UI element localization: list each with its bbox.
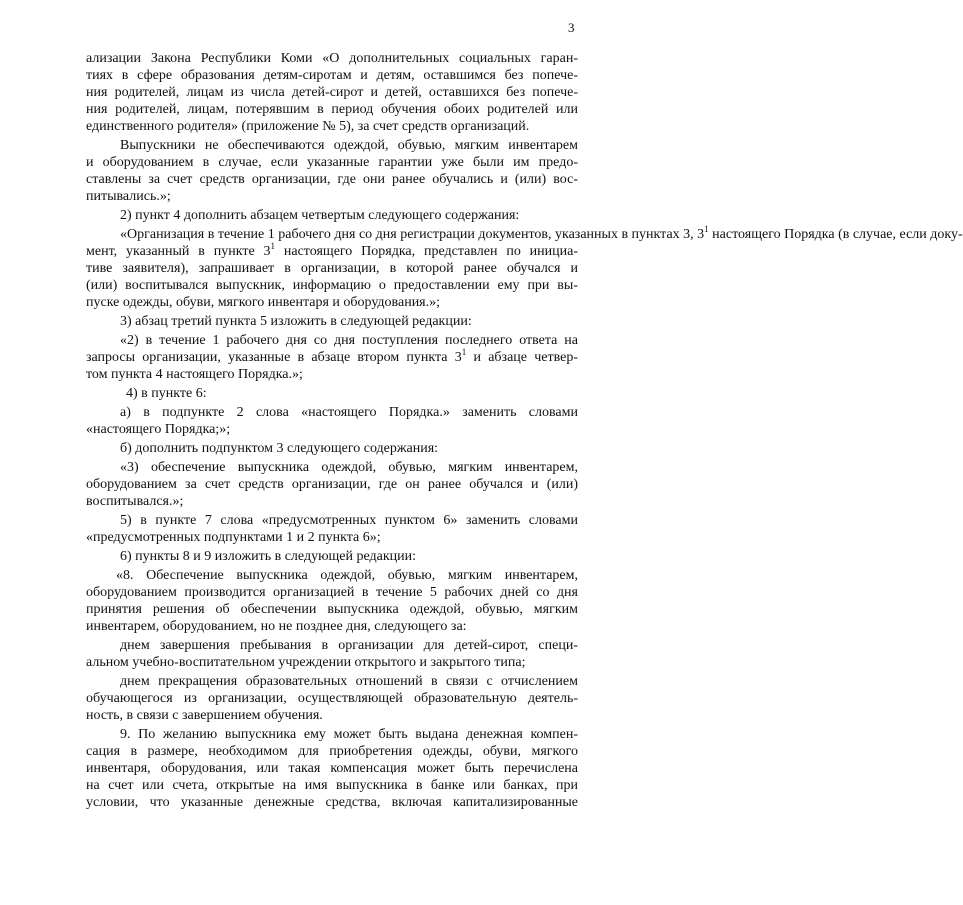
text-line: днем прекращения образовательных отношений в связи с отчислением (120, 674, 578, 689)
document-body (86, 50, 963, 811)
text-line: оборудованием производится организацией в течение 5 рабочих дней со дня (86, 585, 578, 600)
text-line: а) в подпункте 2 слова «настоящего Порядка.» заменить словами (120, 405, 578, 420)
text-segment: мент, указанный в пункте 3 (86, 244, 271, 259)
text-line: том пункта 4 настоящего Порядка.»; (86, 367, 303, 382)
text-line: принятия решения об обеспечении выпускника одеждой, обувью, мягким (86, 602, 578, 617)
text-line (86, 349, 578, 366)
text-line: инвентарем, оборудованием, но не позднее дня, следующего за: (86, 619, 467, 634)
text-line: 9. По желанию выпускника ему может быть выдана денежная компен- (120, 727, 578, 742)
text-line: альном учебно-воспитательном учреждении открытого и закрытого типа; (86, 655, 526, 670)
text-line: инвентаря, оборудования, или такая компенсация может быть перечислена (86, 761, 578, 776)
text-line: ставлены за счет средств организации, где они ранее обучались и (или) вос- (86, 172, 578, 187)
text-line: 3) абзац третий пункта 5 изложить в следующей редакции: (120, 314, 472, 329)
text-line: и оборудованием в случае, если указанные гарантии уже были им предо- (86, 155, 578, 170)
text-segment: запросы организации, указанные в абзаце втором пункта 3 (86, 350, 462, 365)
text-line: Выпускники не обеспечиваются одеждой, обувью, мягким инвентарем (120, 138, 578, 153)
text-line: 4) в пункте 6: (126, 386, 207, 401)
text-line: ния родителей, лицам, потерявшим в период обучения обоих родителей или (86, 102, 578, 117)
text-line: единственного родителя» (приложение № 5), за счет средств организаций. (86, 119, 530, 134)
text-line: б) дополнить подпунктом 3 следующего содержания: (120, 441, 439, 456)
text-line: «настоящего Порядка;»; (86, 422, 231, 437)
text-line: (или) воспитывался выпускник, информацию о предоставлении ему при вы- (86, 278, 578, 293)
text-line: сация в размере, необходимом для приобретения одежды, обуви, мягкого (86, 744, 578, 759)
superscript: 1 (461, 347, 467, 357)
text-line: «8. Обеспечение выпускника одеждой, обувью, мягким инвентарем, (116, 568, 578, 583)
text-line (86, 243, 578, 260)
superscript: 1 (270, 241, 276, 251)
text-line: 5) в пункте 7 слова «предусмотренных пунктом 6» заменить словами (120, 513, 578, 528)
text-line (86, 224, 963, 243)
text-line: тиях в сфере образования детям-сиротам и детям, оставшимся без попече- (86, 68, 578, 83)
text-line: «2) в течение 1 рабочего дня со дня поступления последнего ответа на (120, 333, 578, 348)
text-segment: настоящего Порядка (в случае, если доку- (712, 227, 963, 242)
text-line: ность, в связи с завершением обучения. (86, 708, 323, 723)
text-line: обучающегося из организации, осуществляющей образовательную деятель- (86, 691, 578, 706)
text-line: ализации Закона Республики Коми «О дополнительных социальных гаран- (86, 51, 578, 66)
text-line: «3) обеспечение выпускника одеждой, обувью, мягким инвентарем, (120, 460, 578, 475)
text-line: ния родителей, лицам из числа детей-сирот и детей, оставшихся без попече- (86, 85, 578, 100)
text-line: днем завершения пребывания в организации для детей-сирот, специ- (120, 638, 578, 653)
page-number: 3 (568, 20, 575, 35)
text-line: воспитывался.»; (86, 494, 184, 509)
text-segment: «Организация в течение 1 рабочего дня со дня регистрации документов, указанных в пунктах 3, 3 (120, 227, 705, 242)
superscript: 1 (704, 224, 709, 234)
text-segment: настоящего Порядка, представлен по инициа- (283, 244, 579, 259)
text-line: пуске одежды, обуви, мягкого инвентаря и оборудования.»; (86, 295, 441, 310)
text-line: на счет или счета, открытые на имя выпускника в банке или банках, при (86, 778, 578, 793)
text-line: оборудованием за счет средств организации, где он ранее обучался и (или) (86, 477, 578, 492)
text-line: условии, что указанные денежные средства, включая капитализированные (86, 795, 578, 810)
text-line: 2) пункт 4 дополнить абзацем четвертым следующего содержания: (120, 208, 520, 223)
text-line: «предусмотренных подпунктами 1 и 2 пункта 6»; (86, 530, 381, 545)
text-segment: и абзаце четвер- (473, 350, 579, 365)
text-line: 6) пункты 8 и 9 изложить в следующей редакции: (120, 549, 417, 564)
text-line: тиве заявителя), запрашивает в организации, в которой ранее обучался и (86, 261, 578, 276)
text-line: питывались.»; (86, 189, 171, 204)
